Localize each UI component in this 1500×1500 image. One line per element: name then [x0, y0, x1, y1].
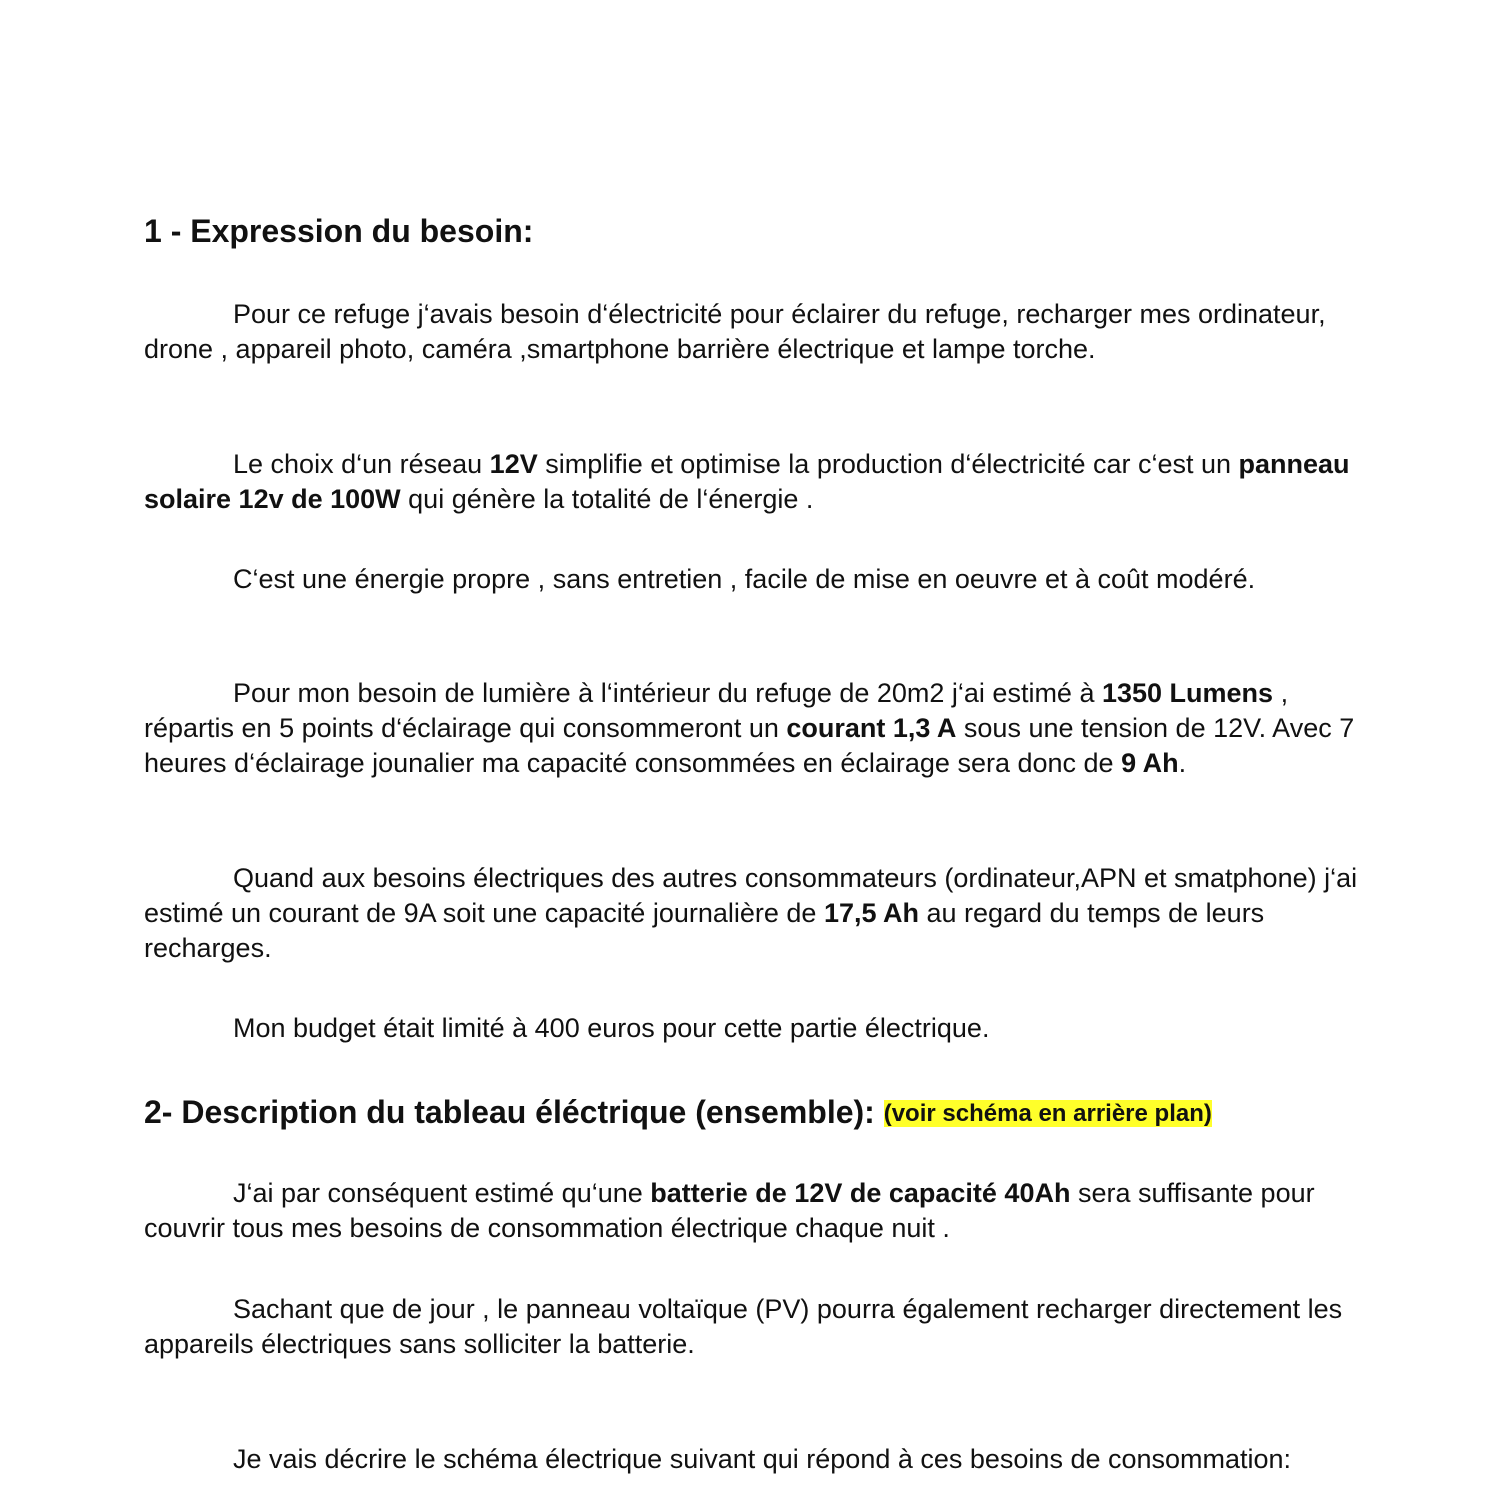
paragraph-schema-intro: Je vais décrire le schéma électrique suivant qui répond à ces besoins de consommation: [233, 1444, 1292, 1474]
paragraph-lighting: Pour mon besoin de lumière à l‘intérieur du refuge de 20m2 j‘ai estimé à 1350 Lumens , répartis en 5 points d‘éclairage qui consommeront un courant 1,3 A sous une tension de 12V. Avec 7 heures d‘éclairage jounalier ma capacité consommées en éclairage sera donc de 9 Ah. [144, 678, 1355, 778]
section-2-heading: 2- Description du tableau éléctrique (ensemble): (voir schéma en arrière plan) [144, 1094, 1212, 1130]
paragraph-network-choice: Le choix d‘un réseau 12V simplifie et optimise la production d‘électricité car c‘est un panneau solaire 12v de 100W qui génère la totalité de l‘énergie . [144, 449, 1350, 514]
highlight-note: (voir schéma en arrière plan) [883, 1100, 1212, 1127]
paragraph-clean-energy: C‘est une énergie propre , sans entretien , facile de mise en oeuvre et à coût modéré. [233, 564, 1256, 594]
paragraph-daytime-charging: Sachant que de jour , le panneau voltaïque (PV) pourra également recharger directement les appareils électriques sans solliciter la batterie. [144, 1294, 1343, 1359]
paragraph-other-consumers: Quand aux besoins électriques des autres consommateurs (ordinateur,APN et smatphone) j‘ai estimé un courant de 9A soit une capacité journalière de 17,5 Ah au regard du temps de leurs recharges. [144, 863, 1358, 963]
paragraph-needs: Pour ce refuge j‘avais besoin d‘électricité pour éclairer du refuge, recharger mes ordinateur, drone , appareil photo, caméra ,smartphone barrière électrique et lampe torche. [144, 299, 1326, 364]
section-1-heading: 1 - Expression du besoin: [144, 213, 534, 249]
paragraph-battery: J‘ai par conséquent estimé qu‘une batterie de 12V de capacité 40Ah sera suffisante pour couvrir tous mes besoins de consommation électrique chaque nuit . [144, 1178, 1315, 1243]
paragraph-budget: Mon budget était limité à 400 euros pour cette partie électrique. [233, 1013, 990, 1043]
